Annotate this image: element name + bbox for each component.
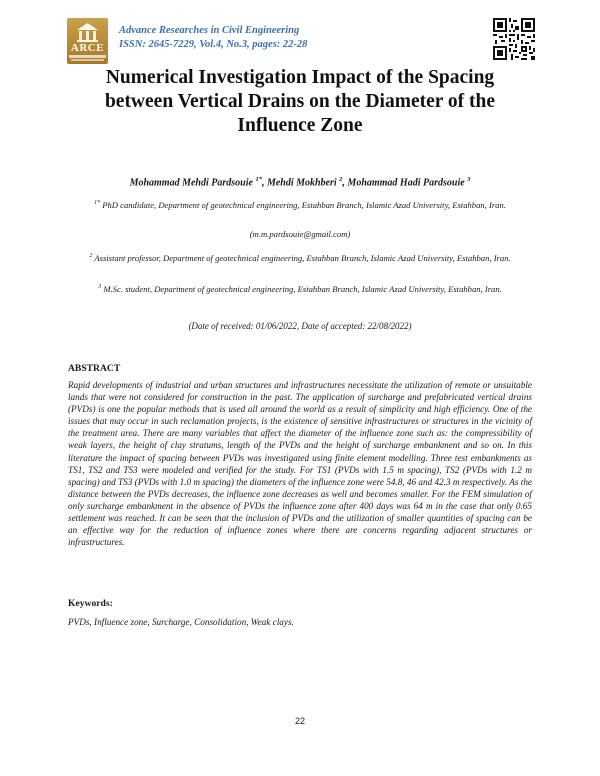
affiliation xyxy=(70,250,530,264)
logo-abbreviation: ARCE xyxy=(70,42,105,54)
affiliation xyxy=(70,197,530,211)
author-name: Mohammad Mehdi Pardsouie xyxy=(129,177,253,189)
author-mark: 3 xyxy=(467,176,471,183)
page-number: 22 xyxy=(294,716,305,726)
abstract-body: Rapid developments of industrial and urban structures and infrastructures necessitate the utilization of remote or unsuitable lands that were not considered for construction in the past. The application of surcharge and prefabricated vertical drains (PVDs) is one the popular methods that is used all around the world as a result of simplicity and high efficiency. One of the issues that may occur in such reclamation projects, is the existence of sensitive infrastructures or structures in the vicinity of the treatment area. There are many variables that affect the diameter of the influence zone such as: the compressibility of weak layers, the height of clay stratums, length of the PVDs and the height of surcharge embankment and so on. In this literature the impact of spacing between PVDs was investigated using finite element modelling. Three test embankments as TS1, TS2 and TS3 were modeled and verified for the study. For TS1 (PVDs with 1.5 m spacing), TS2 (PVDs with 1.2 m spacing) and TS3 (PVDs with 1.0 m spacing) the diameters of the influence zone were 54.8, 46 and 42.3 m respectively. As the distance between the PVDs decreases, the influence zone decreases as well and becomes smaller. For the FEM simulation of only surcharge embankment in the absence of PVDs the influence zone after 400 days was 64 m in the case that only 0.65 settlement was reached. It can be seen that the inclusion of PVDs and the utilization of smaller quantities of spacing can be an effective way for the reduction of influence zones where there are concerns regarding adjacent structures or infrastructures. xyxy=(68,380,532,548)
qr-code-icon xyxy=(493,18,535,60)
journal-name: Advance Researches in Civil Engineering xyxy=(119,25,300,36)
author-mark: 1* xyxy=(255,176,262,183)
paper-title xyxy=(60,66,540,138)
author-mark: 2 xyxy=(339,176,343,183)
journal-logo xyxy=(67,18,108,64)
email-text: (m.m.pardsouie@gmail.com) xyxy=(249,229,351,239)
submission-dates: (Date of received: 01/06/2022, Date of accepted: 22/08/2022) xyxy=(188,321,412,331)
affiliation-text: M.Sc. student, Department of geotechnical engineering, Estahban Branch, Islamic Azad University, Estahban, Iran. xyxy=(103,283,502,294)
author-name: Mohammad Hadi Pardsouie xyxy=(347,177,465,189)
author-list: Mohammad Mehdi Pardsouie $^{1*}$, Mehdi Mokhberi $^2$, Mohammad Hadi Pardsouie $^3$ xyxy=(129,176,471,189)
affiliation-mark: 1* xyxy=(94,200,101,206)
author-name: Mehdi Mokhberi xyxy=(266,177,337,189)
title-line: Influence Zone xyxy=(237,115,363,136)
author-email xyxy=(70,228,530,240)
affiliation xyxy=(70,281,530,295)
affiliation-text: PhD candidate, Department of geotechnical engineering, Estahban Branch, Islamic Azad University, Estahban, Iran. xyxy=(102,199,506,210)
logo-rule xyxy=(69,55,106,58)
abstract-heading: ABSTRACT xyxy=(68,363,121,374)
title-line: between Vertical Drains on the Diameter of the xyxy=(104,91,496,112)
building-emblem-icon xyxy=(76,22,99,42)
title-line: Numerical Investigation Impact of the Spacing xyxy=(105,67,495,88)
affiliation-mark: 3 xyxy=(98,284,102,290)
journal-citation xyxy=(119,24,307,52)
journal-issn: ISSN: 2645-7229, Vol.4, No.3, pages: 22-28 xyxy=(119,39,308,50)
affiliation-mark: 2 xyxy=(89,253,93,259)
keywords-list: PVDs, Influence zone, Surcharge, Consolidation, Weak clays. xyxy=(68,617,294,627)
logo-rule-secondary xyxy=(71,59,104,61)
affiliation-text: Assistant professor, Department of geotechnical engineering, Estahban Branch, Islamic Azad University, Estahban, Iran. xyxy=(94,252,511,263)
keywords-heading: Keywords: xyxy=(68,598,113,609)
journal-header xyxy=(67,18,535,64)
